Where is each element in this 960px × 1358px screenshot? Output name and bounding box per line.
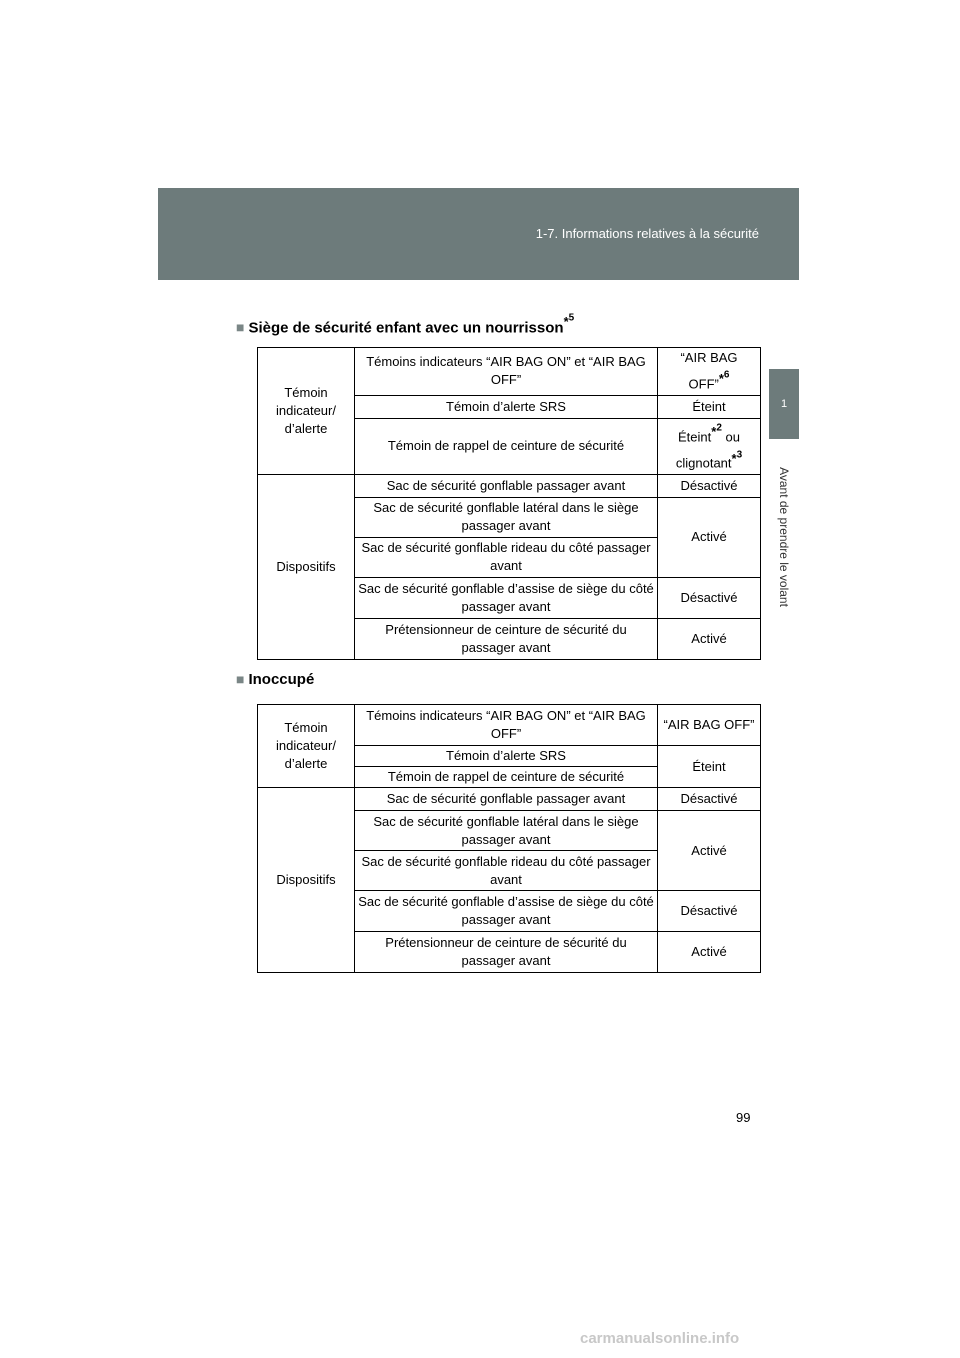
table-cell-item: Témoins indicateurs “AIR BAG ON” et “AIR BAG OFF” xyxy=(355,705,658,746)
table-cell-item: Sac de sécurité gonflable rideau du côté passager avant xyxy=(355,537,658,577)
chapter-side-text: Avant de prendre le volant xyxy=(777,466,791,607)
group-label-indicators: Témoin indicateur/ d’alerte xyxy=(258,705,355,788)
section-title-infant-seat xyxy=(236,313,574,336)
header-band xyxy=(158,188,799,280)
table-cell-state: Éteint*$^2$ ou clignotant*$^3$ xyxy=(658,418,761,474)
table-cell-state: Activé xyxy=(658,618,761,659)
infant-seat-table xyxy=(257,347,761,660)
table-cell-state: Éteint xyxy=(658,746,761,788)
table-cell-state: Activé xyxy=(658,497,761,577)
table-cell-state: “AIR BAG OFF”*$^6$ xyxy=(658,348,761,396)
table-cell-item: Témoin de rappel de ceinture de sécurité xyxy=(355,418,658,474)
group-label-devices: Dispositifs xyxy=(258,788,355,973)
footnote-marker: *$^5$ xyxy=(563,313,575,330)
table-cell-item: Témoins indicateurs “AIR BAG ON” et “AIR BAG OFF” xyxy=(355,348,658,396)
section1-title-text: Siège de sécurité enfant avec un nourrisson xyxy=(248,319,564,337)
chapter-tab-number: 1 xyxy=(769,369,799,439)
watermark: carmanualsonline.info xyxy=(580,1330,740,1347)
unoccupied-table xyxy=(257,704,761,973)
table-cell-state: Désactivé xyxy=(658,474,761,497)
table-cell-item: Sac de sécurité gonflable passager avant xyxy=(355,474,658,497)
section2-title-text: Inoccupé xyxy=(248,671,315,688)
table-cell-state: Désactivé xyxy=(658,577,761,618)
table-cell-item: Sac de sécurité gonflable latéral dans le siège passager avant xyxy=(355,497,658,537)
table-cell-item: Prétensionneur de ceinture de sécurité du passager avant xyxy=(355,618,658,659)
group-label-indicators: Témoin indicateur/ d’alerte xyxy=(258,348,355,475)
section-header-title: 1-7. Informations relatives à la sécurité xyxy=(535,226,759,241)
table-cell-state: Éteint xyxy=(658,395,761,418)
table-cell-item: Sac de sécurité gonflable d’assise de siège du côté passager avant xyxy=(355,891,658,932)
table-cell-item: Sac de sécurité gonflable passager avant xyxy=(355,788,658,811)
table-cell-item: Prétensionneur de ceinture de sécurité du passager avant xyxy=(355,932,658,973)
table-cell-item: Témoin d’alerte SRS xyxy=(355,746,658,767)
table-cell-state: Activé xyxy=(658,932,761,973)
page-number: 99 xyxy=(736,1110,751,1125)
square-bullet-icon: ■ xyxy=(236,671,245,687)
table-cell-item: Sac de sécurité gonflable latéral dans le siège passager avant xyxy=(355,811,658,851)
table-cell-state: Désactivé xyxy=(658,891,761,932)
table-cell-item: Sac de sécurité gonflable d’assise de siège du côté passager avant xyxy=(355,577,658,618)
table-cell-item: Témoin d’alerte SRS xyxy=(355,395,658,418)
table-cell-state: Activé xyxy=(658,811,761,891)
square-bullet-icon: ■ xyxy=(236,319,245,336)
group-label-devices: Dispositifs xyxy=(258,474,355,659)
table-cell-state: Désactivé xyxy=(658,788,761,811)
table-cell-item: Sac de sécurité gonflable rideau du côté passager avant xyxy=(355,851,658,891)
chapter-side-label xyxy=(769,449,799,624)
section-title-unoccupied xyxy=(236,671,314,688)
table-cell-state: “AIR BAG OFF” xyxy=(658,705,761,746)
table-cell-item: Témoin de rappel de ceinture de sécurité xyxy=(355,767,658,788)
